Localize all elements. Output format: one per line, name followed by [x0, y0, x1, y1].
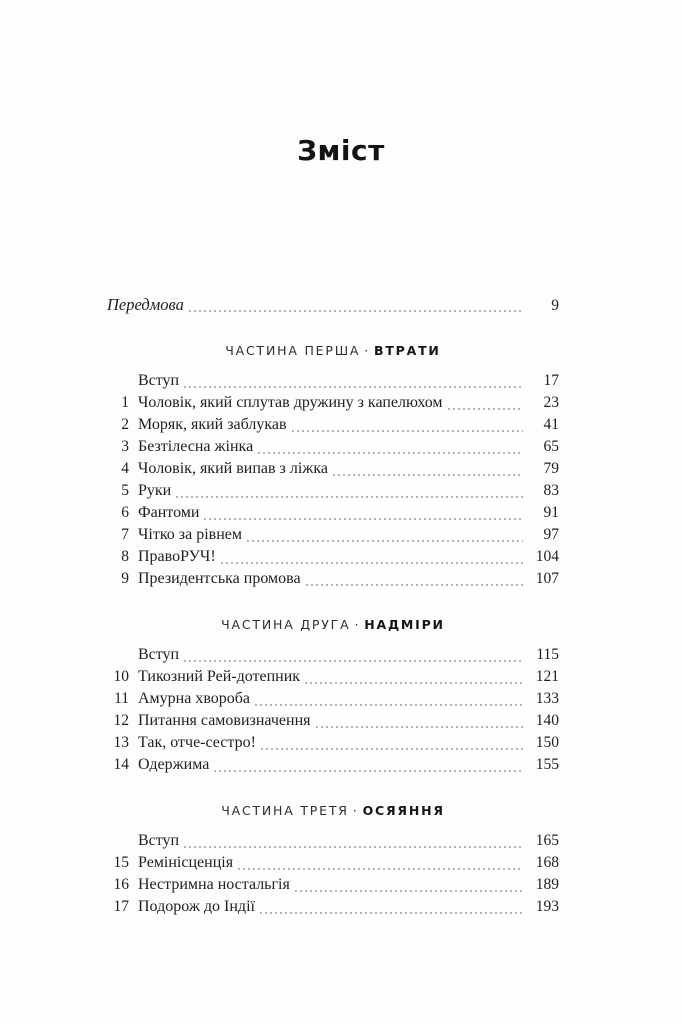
- section-entries: [107, 830, 559, 918]
- toc-entry-row: [107, 436, 559, 458]
- toc-entry-row: [107, 896, 559, 918]
- entry-number: 4: [121, 460, 129, 477]
- section-entries: [107, 370, 559, 590]
- entry-page-number: 193: [535, 898, 559, 915]
- entry-number: 2: [121, 416, 129, 433]
- entry-page-number: 17: [543, 372, 559, 389]
- entry-number: 14: [113, 756, 129, 773]
- entry-title: Одержима: [138, 756, 210, 773]
- entry-title: Амурна хвороба: [138, 690, 251, 707]
- toc-sections: [107, 342, 559, 918]
- preface-title: Передмова: [107, 295, 184, 314]
- entry-number: 3: [121, 438, 129, 455]
- dotted-leader: [176, 496, 523, 498]
- section-heading: [107, 802, 559, 820]
- entry-number: 6: [121, 504, 129, 521]
- section-heading: [107, 342, 559, 360]
- entry-page-number: 83: [543, 482, 559, 499]
- entry-title: Безтілесна жінка: [138, 438, 254, 455]
- toc-entry-row: [107, 830, 559, 852]
- section-name-label: ВТРАТИ: [374, 343, 441, 358]
- entry-page-number: 41: [543, 416, 559, 433]
- toc-section: [107, 342, 559, 590]
- entry-page-number: 65: [543, 438, 559, 455]
- dotted-leader: [184, 846, 523, 848]
- entry-title: Вступ: [138, 832, 180, 849]
- toc-entry-row: [107, 666, 559, 688]
- entry-title: Фантоми: [138, 504, 200, 521]
- page-title: Зміст: [297, 134, 385, 167]
- toc-entry-row: [107, 370, 559, 392]
- entry-page-number: 168: [535, 854, 559, 871]
- dotted-leader: [189, 310, 523, 312]
- preface-page-number: 9: [551, 297, 559, 314]
- toc-entry-row: [107, 852, 559, 874]
- entry-page-number: 140: [535, 712, 559, 729]
- dotted-leader: [184, 660, 523, 662]
- section-separator-dot: ·: [352, 803, 359, 818]
- entry-number: 1: [121, 394, 129, 411]
- section-part-label: ЧАСТИНА ДРУГА: [221, 617, 351, 632]
- entry-page-number: 189: [535, 876, 559, 893]
- entry-page-number: 104: [535, 548, 559, 565]
- preface-row: [107, 294, 559, 316]
- entry-number: 17: [113, 898, 129, 915]
- section-heading: [107, 616, 559, 634]
- toc-entry-row: [107, 710, 559, 732]
- dotted-leader: [214, 770, 523, 772]
- entry-title: Вступ: [138, 646, 180, 663]
- dotted-leader: [306, 584, 523, 586]
- entry-page-number: 150: [535, 734, 559, 751]
- entry-title: Подорож до Індії: [138, 898, 255, 915]
- section-part-label: ЧАСТИНА ТРЕТЯ: [221, 803, 349, 818]
- toc-entry-row: [107, 458, 559, 480]
- entry-number: 5: [121, 482, 129, 499]
- dotted-leader: [255, 704, 523, 706]
- entry-title: Президентська промова: [138, 570, 301, 587]
- section-separator-dot: ·: [354, 617, 361, 632]
- section-name-label: ОСЯЯННЯ: [362, 803, 445, 818]
- entry-title: Моряк, який заблукав: [138, 416, 287, 433]
- entry-page-number: 133: [535, 690, 559, 707]
- entry-page-number: 155: [535, 756, 559, 773]
- entry-page-number: 115: [536, 646, 559, 663]
- entry-page-number: 91: [543, 504, 559, 521]
- toc-entry-row: [107, 414, 559, 436]
- dotted-leader: [238, 868, 523, 870]
- entry-title: Тикозний Рей-дотепник: [138, 668, 301, 685]
- dotted-leader: [448, 408, 523, 410]
- entry-page-number: 107: [535, 570, 559, 587]
- toc-entry-row: [107, 874, 559, 896]
- dotted-leader: [316, 726, 523, 728]
- toc-entry-row: [107, 546, 559, 568]
- entry-title: ПравоРУЧ!: [138, 548, 216, 565]
- entry-page-number: 79: [543, 460, 559, 477]
- dotted-leader: [305, 682, 523, 684]
- toc-entry-row: [107, 688, 559, 710]
- entry-title: Ремінісценція: [138, 854, 234, 871]
- dotted-leader: [258, 452, 523, 454]
- dotted-leader: [261, 748, 523, 750]
- dotted-leader: [221, 562, 523, 564]
- entry-title: Руки: [138, 482, 172, 499]
- entry-number: 7: [121, 526, 129, 543]
- section-part-label: ЧАСТИНА ПЕРША: [225, 343, 361, 358]
- entry-title: Чітко за рівнем: [138, 526, 243, 543]
- toc-entry-row: [107, 502, 559, 524]
- dotted-leader: [260, 912, 523, 914]
- entry-number: 11: [114, 690, 129, 707]
- entry-title: Нестримна ностальгія: [138, 876, 290, 893]
- toc-section: [107, 616, 559, 776]
- entry-title: Вступ: [138, 372, 180, 389]
- entry-number: 16: [113, 876, 129, 893]
- entry-page-number: 97: [543, 526, 559, 543]
- toc-entry-row: [107, 392, 559, 414]
- entry-number: 8: [121, 548, 129, 565]
- toc-entry-row: [107, 524, 559, 546]
- dotted-leader: [295, 890, 523, 892]
- entry-title: Так, отче-сестро!: [138, 734, 256, 751]
- table-of-contents: [107, 294, 559, 918]
- entry-number: 15: [113, 854, 129, 871]
- section-separator-dot: ·: [364, 343, 370, 358]
- section-entries: [107, 644, 559, 776]
- dotted-leader: [333, 474, 523, 476]
- entry-page-number: 23: [543, 394, 559, 411]
- entry-number: 12: [113, 712, 129, 729]
- dotted-leader: [247, 540, 523, 542]
- entry-title: Питання самовизначення: [138, 712, 311, 729]
- section-name-label: НАДМІРИ: [364, 617, 445, 632]
- toc-entry-row: [107, 644, 559, 666]
- entry-title: Чоловік, який випав з ліжка: [138, 460, 328, 477]
- dotted-leader: [184, 386, 523, 388]
- toc-section: [107, 802, 559, 918]
- entry-number: 13: [113, 734, 129, 751]
- dotted-leader: [292, 430, 523, 432]
- toc-entry-row: [107, 754, 559, 776]
- entry-page-number: 121: [535, 668, 559, 685]
- entry-number: 9: [121, 570, 129, 587]
- entry-number: 10: [113, 668, 129, 685]
- entry-title: Чоловік, який сплутав дружину з капелюхом: [138, 394, 443, 411]
- toc-entry-row: [107, 568, 559, 590]
- toc-entry-row: [107, 732, 559, 754]
- entry-page-number: 165: [535, 832, 559, 849]
- dotted-leader: [204, 518, 523, 520]
- toc-entry-row: [107, 480, 559, 502]
